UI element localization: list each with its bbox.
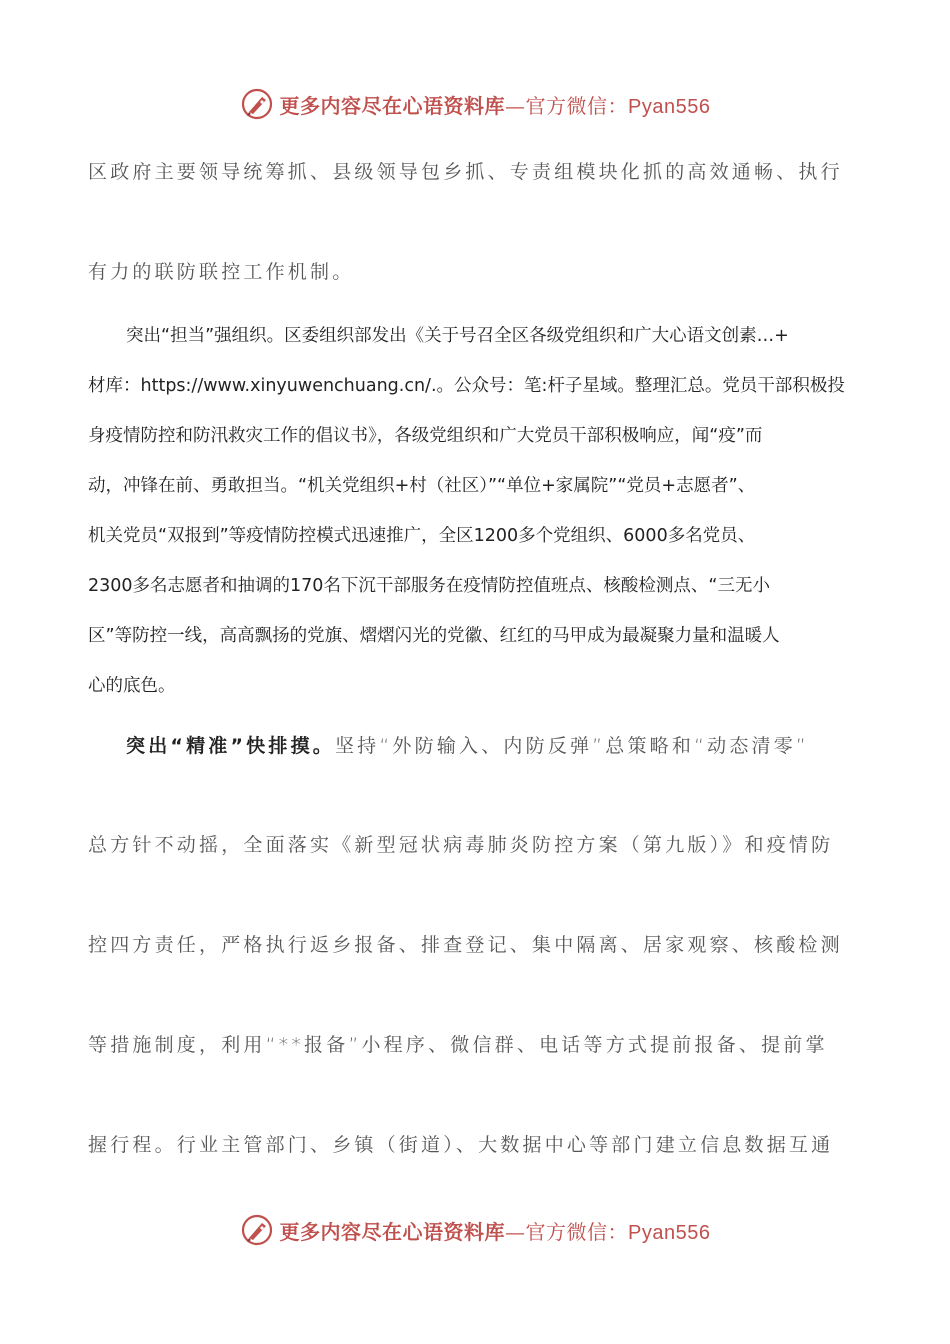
paragraph-line [126, 731, 809, 758]
paragraph-line: 控四方责任，严格执行返乡报备、排查登记、集中隔离、居家观察、核酸检测 [88, 934, 843, 956]
banner-text [280, 90, 711, 119]
header-banner [0, 84, 950, 124]
pen-nib-logo-icon [240, 1213, 274, 1247]
banner-account: Pyan556 [628, 95, 711, 118]
paragraph-line: 区政府主要领导统筹抓、县级领导包乡抓、专责组模块化抓的高效通畅、执行 [88, 161, 843, 183]
footer-banner [0, 1210, 950, 1250]
banner-wechat-label: 官方微信： [525, 93, 629, 118]
paragraph-line: 等措施制度，利用“**报备”小程序、微信群、电话等方式提前报备、提前掌 [88, 1034, 828, 1056]
paragraph-line: 有力的联防联控工作机制。 [88, 261, 355, 283]
pen-nib-logo-icon [240, 87, 274, 121]
paragraph-line: 心的底色。 [88, 676, 176, 696]
paragraph-line: 身疫情防控和防汛救灾工作的倡议书》，各级党组织和广大党员干部积极响应，闻“疫”而 [88, 426, 763, 446]
paragraph-heading: 突出“精准”快排摸。 [126, 735, 335, 757]
paragraph-line: 总方针不动摇，全面落实《新型冠状病毒肺炎防控方案（第九版）》和疫情防 [88, 834, 834, 856]
paragraph-line: 区”等防控一线，高高飘扬的党旗、熠熠闪光的党徽、红红的马甲成为最凝聚力量和温暖人 [88, 626, 780, 646]
paragraph-line: 2300多名志愿者和抽调的170名下沉干部服务在疫情防控值班点、核酸检测点、“三无小 [88, 576, 771, 596]
banner-account: Pyan556 [628, 1221, 711, 1244]
paragraph-line: 机关党员“双报到”等疫情防控模式迅速推广，全区1200多个党组织、6000多名党员、 [88, 526, 756, 546]
banner-separator: — [505, 93, 526, 118]
paragraph-line: 材库：https://www.xinyuwenchuang.cn/.。公众号：笔:杆子星域。整理汇总。党员干部积极投 [88, 376, 845, 396]
paragraph-line: 突出“担当”强组织。区委组织部发出《关于号召全区各级党组织和广大心语文创素…+ [126, 326, 789, 346]
banner-text [280, 1216, 711, 1245]
banner-main-text: 更多内容尽在心语资料库 [279, 1219, 506, 1244]
paragraph-line: 动，冲锋在前、勇敢担当。“机关党组织+村（社区）”“单位+家属院”“党员+志愿者”、 [88, 476, 756, 496]
banner-separator: — [505, 1219, 526, 1244]
paragraph-line: 握行程。行业主管部门、乡镇（街道）、大数据中心等部门建立信息数据互通 [88, 1134, 834, 1156]
banner-main-text: 更多内容尽在心语资料库 [279, 93, 506, 118]
banner-wechat-label: 官方微信： [525, 1219, 629, 1244]
paragraph-text: 坚持“外防输入、内防反弹”总策略和“动态清零” [334, 735, 809, 757]
